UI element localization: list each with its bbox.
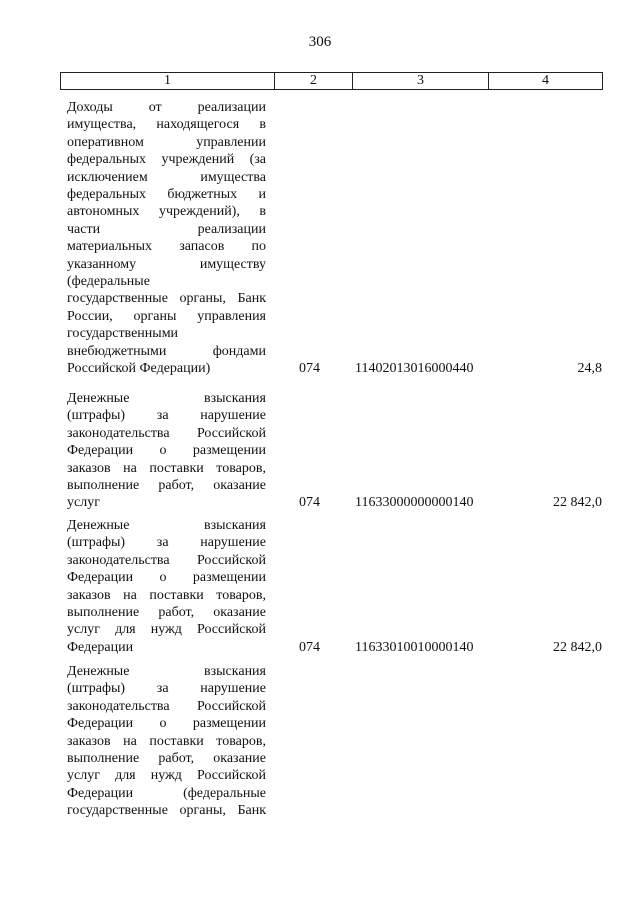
description-line: Денежные взыскания <box>67 664 266 679</box>
page-number: 306 <box>308 34 332 50</box>
description-line: заказов на поставки товаров, <box>67 733 266 749</box>
description-line: государственными <box>67 326 179 342</box>
row-admin-code: 074 <box>299 361 320 376</box>
description-line: Доходы от реализации <box>67 100 266 115</box>
description-line: федеральных учреждений (за <box>67 152 266 168</box>
description-line: выполнение работ, оказание <box>67 478 266 494</box>
description-line: услуг для нужд Российской <box>67 622 266 638</box>
row-admin-code: 074 <box>299 495 320 510</box>
description-line: Федерации о размещении <box>67 716 266 732</box>
description-line: (штрафы) за нарушение <box>67 408 266 424</box>
description-line: услуг для нужд Российской <box>67 768 266 784</box>
description-line: Федерации <box>67 639 134 655</box>
description-line: России, органы управления <box>67 308 266 324</box>
description-line: Денежные взыскания <box>67 391 266 406</box>
description-line: государственные органы, Банк <box>67 291 266 307</box>
description-line: заказов на поставки товаров, <box>67 460 266 476</box>
description-line: материальных запасов по <box>67 239 266 255</box>
description-line: указанному имуществу <box>67 256 266 272</box>
description-line: внебюджетными фондами <box>67 343 266 359</box>
description-line: имущества, находящегося в <box>67 117 266 133</box>
description-line: (штрафы) за нарушение <box>67 681 266 697</box>
description-line: услуг <box>67 495 100 511</box>
description-line: (федеральные <box>67 274 150 290</box>
row-description <box>67 390 266 512</box>
row-kbk-code: 11402013016000440 <box>355 361 474 376</box>
description-line: заказов на поставки товаров, <box>67 587 266 603</box>
description-line: государственные органы, Банк <box>67 803 266 819</box>
row-description <box>67 663 266 820</box>
row-kbk-code: 11633010010000140 <box>355 640 474 655</box>
description-line: Денежные взыскания <box>67 518 266 533</box>
row-amount: 22 842,0 <box>553 640 602 655</box>
description-line: выполнение работ, оказание <box>67 605 266 621</box>
description-line: Федерации о размещении <box>67 443 266 459</box>
row-description <box>67 517 266 656</box>
row-amount: 22 842,0 <box>553 495 602 510</box>
description-line: Федерации о размещении <box>67 570 266 586</box>
description-line: федеральных бюджетных и <box>67 187 266 203</box>
row-admin-code: 074 <box>299 640 320 655</box>
description-line: автономных учреждений), в <box>67 204 266 220</box>
row-kbk-code: 11633000000000140 <box>355 495 474 510</box>
header-col-4: 4 <box>542 73 549 88</box>
header-col-3: 3 <box>353 73 489 89</box>
description-line: (штрафы) за нарушение <box>67 535 266 551</box>
description-line: исключением имущества <box>67 169 266 185</box>
description-line: части реализации <box>67 221 266 237</box>
header-col-2: 2 <box>275 73 353 89</box>
description-line: оперативном управлении <box>67 134 266 150</box>
description-line: выполнение работ, оказание <box>67 751 266 767</box>
description-line: законодательства Российской <box>67 698 266 714</box>
header-col-1: 1 <box>61 73 275 89</box>
row-description <box>67 99 266 378</box>
row-amount: 24,8 <box>577 361 602 376</box>
description-line: Российской Федерации) <box>67 361 211 377</box>
description-line: законодательства Российской <box>67 425 266 441</box>
description-line: законодательства Российской <box>67 552 266 568</box>
table-header <box>60 72 603 90</box>
description-line: Федерации (федеральные <box>67 785 266 801</box>
